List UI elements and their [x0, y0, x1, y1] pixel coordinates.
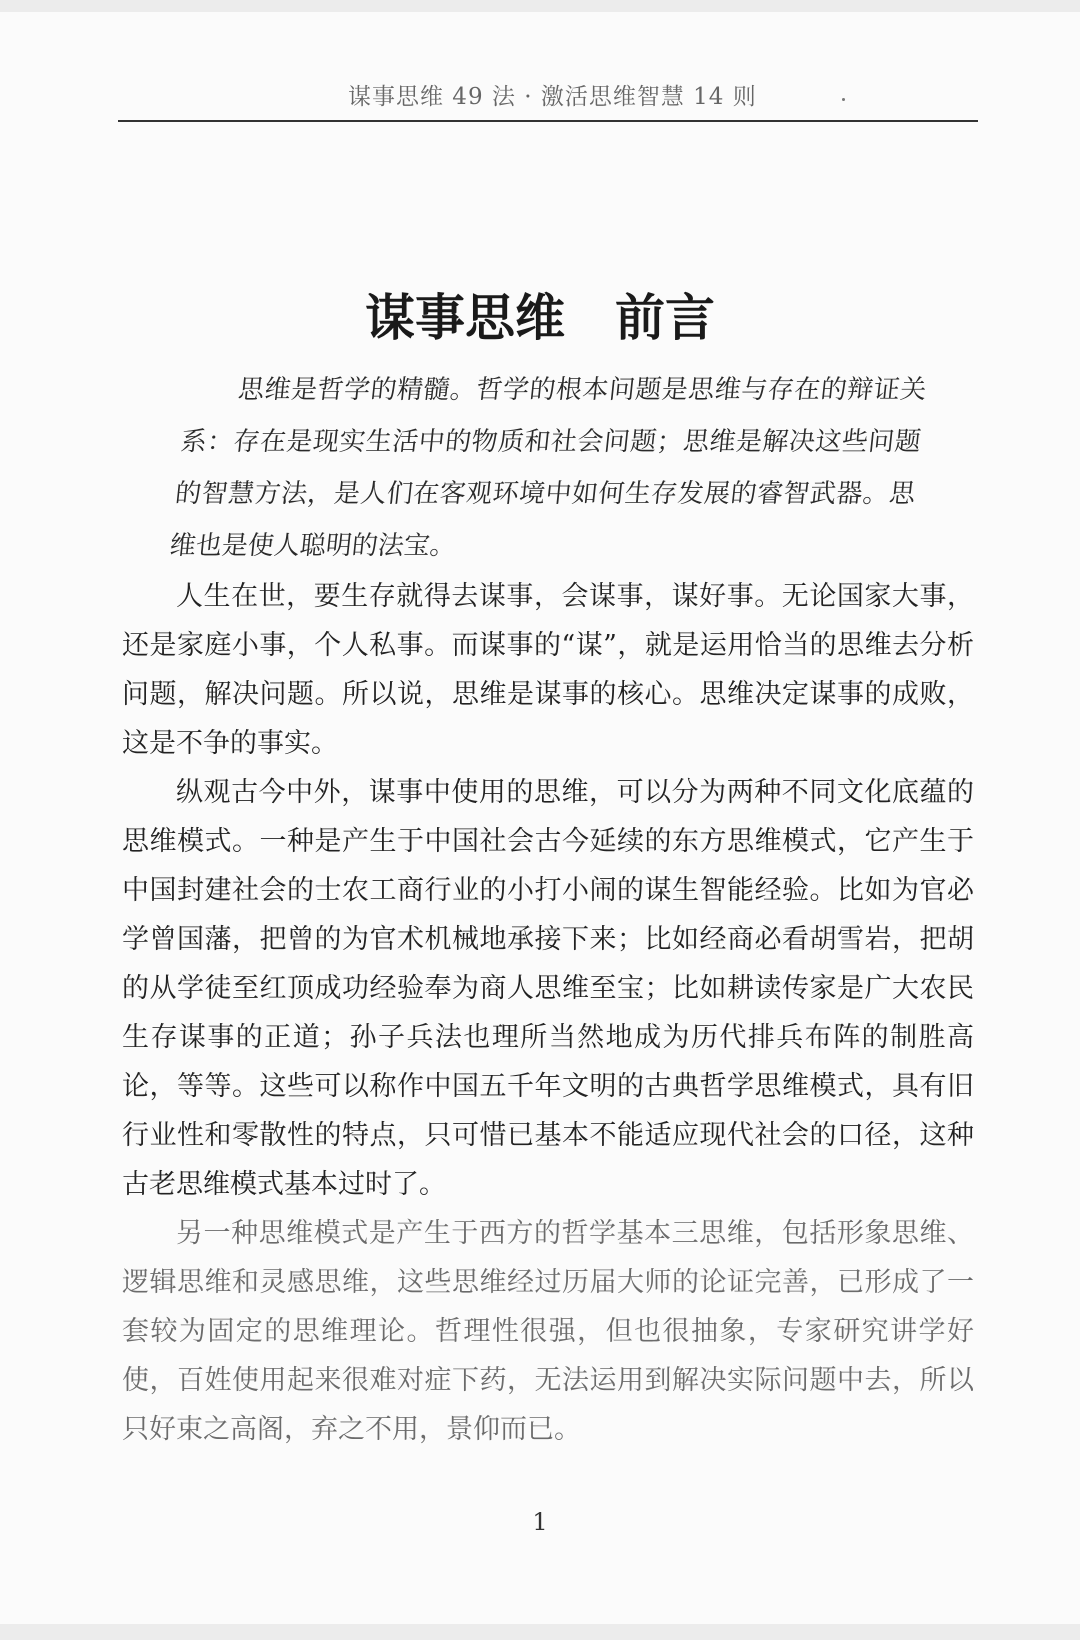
- paragraph: 另一种思维模式是产生于西方的哲学基本三思维，包括形象思维、逻辑思维和灵感思维，这些思维经过历届大师的论证完善，已形成了一套较为固定的思维理论。哲理性很强，但也很抽象，专家研究讲学好使，百姓使用起来很难对症下药，无法运用到解决实际问题中去，所以只好束之高阁，弃之不用，景仰而已。: [122, 1218, 974, 1445]
- epigraph: 思维是哲学的精髓。哲学的根本问题是思维与存在的辩证关系：存在是现实生活中的物质和社会问题；思维是解决这些问题的智慧方法，是人们在客观环境中如何生存发展的睿智武器。思维也是使人聪明的法宝。: [168, 375, 928, 561]
- running-header: [118, 72, 978, 122]
- paragraph: 人生在世，要生存就得去谋事，会谋事，谋好事。无论国家大事，还是家庭小事，个人私事。而谋事的“谋”，就是运用恰当的思维去分析问题，解决问题。所以说，思维是谋事的核心。思维决定谋事的成败，这是不争的事实。: [122, 581, 974, 759]
- page-number: 1: [532, 1508, 548, 1536]
- paragraph: 纵观古今中外，谋事中使用的思维，可以分为两种不同文化底蕴的思维模式。一种是产生于中国社会古今延续的东方思维模式，它产生于中国封建社会的士农工商行业的小打小闹的谋生智能经验。比如为官必学曾国藩，把曾的为官术机械地承接下来；比如经商必看胡雪岩，把胡的从学徒至红顶成功经验奉为商人思维至宝；比如耕读传家是广大农民生存谋事的正道；孙子兵法也理所当然地成为历代排兵布阵的制胜高论，等等。这些可以称作中国五千年文明的古典哲学思维模式，具有旧行业性和零散性的特点，只可惜已基本不能适应现代社会的口径，这种古老思维模式基本过时了。: [122, 777, 974, 1200]
- scan-speck: [842, 98, 845, 101]
- body-text: [122, 572, 974, 1454]
- page-title: 谋事思维 前言: [365, 288, 715, 347]
- book-page: [0, 12, 1080, 1624]
- running-header-title: 谋事思维 49 法 · 激活思维智慧 14 则: [348, 84, 757, 110]
